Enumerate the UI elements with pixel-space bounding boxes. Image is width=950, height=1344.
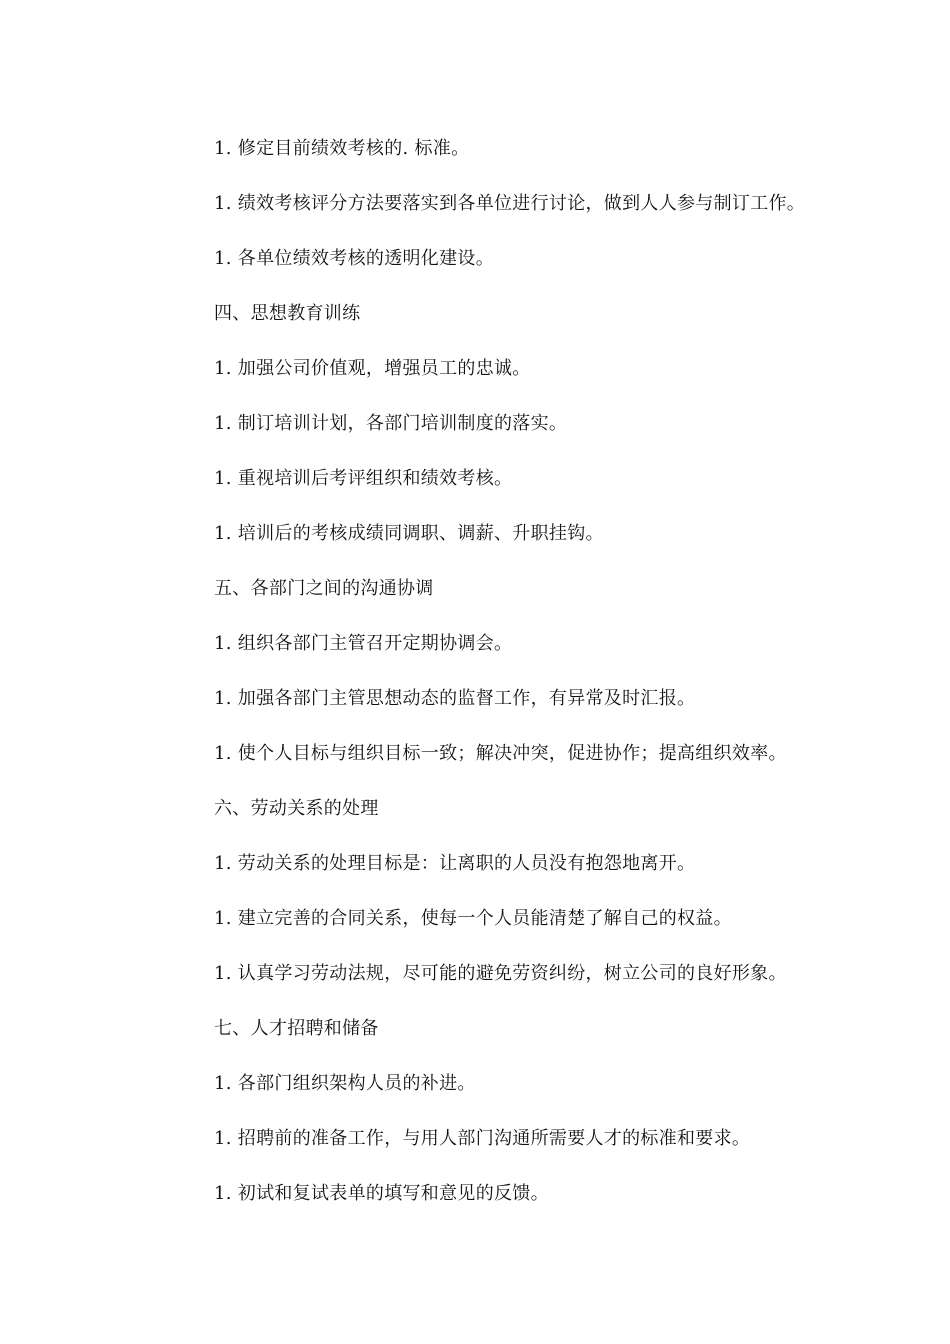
list-item: 1. 重视培训后考评组织和绩效考核。 [214,468,513,489]
list-item: 1. 加强各部门主管思想动态的监督工作，有异常及时汇报。 [214,688,696,709]
list-item: 1. 组织各部门主管召开定期协调会。 [214,633,513,654]
document-body [214,135,914,1235]
section-heading: 五、各部门之间的沟通协调 [214,578,434,599]
list-item: 1. 加强公司价值观，增强员工的忠诚。 [214,358,531,379]
list-item: 1. 修定目前绩效考核的. 标准。 [214,138,470,159]
list-item: 1. 认真学习劳动法规，尽可能的避免劳资纠纷，树立公司的良好形象。 [214,963,787,984]
list-item: 1. 劳动关系的处理目标是：让离职的人员没有抱怨地离开。 [214,853,696,874]
list-item: 1. 制订培训计划，各部门培训制度的落实。 [214,413,568,434]
list-item: 1. 各部门组织架构人员的补进。 [214,1073,476,1094]
list-item: 1. 建立完善的合同关系，使每一个人员能清楚了解自己的权益。 [214,908,732,929]
list-item: 1. 培训后的考核成绩同调职、调薪、升职挂钩。 [214,523,604,544]
list-item: 1. 使个人目标与组织目标一致；解决冲突，促进协作；提高组织效率。 [214,743,787,764]
section-heading: 六、劳动关系的处理 [214,798,379,819]
list-item: 1. 各单位绩效考核的透明化建设。 [214,248,494,269]
section-heading: 七、人才招聘和储备 [214,1018,379,1039]
list-item: 1. 招聘前的准备工作，与用人部门沟通所需要人才的标准和要求。 [214,1128,751,1149]
list-item: 1. 初试和复试表单的填写和意见的反馈。 [214,1183,549,1204]
list-item: 1. 绩效考核评分方法要落实到各单位进行讨论，做到人人参与制订工作。 [214,193,806,214]
section-heading: 四、思想教育训练 [214,303,361,324]
